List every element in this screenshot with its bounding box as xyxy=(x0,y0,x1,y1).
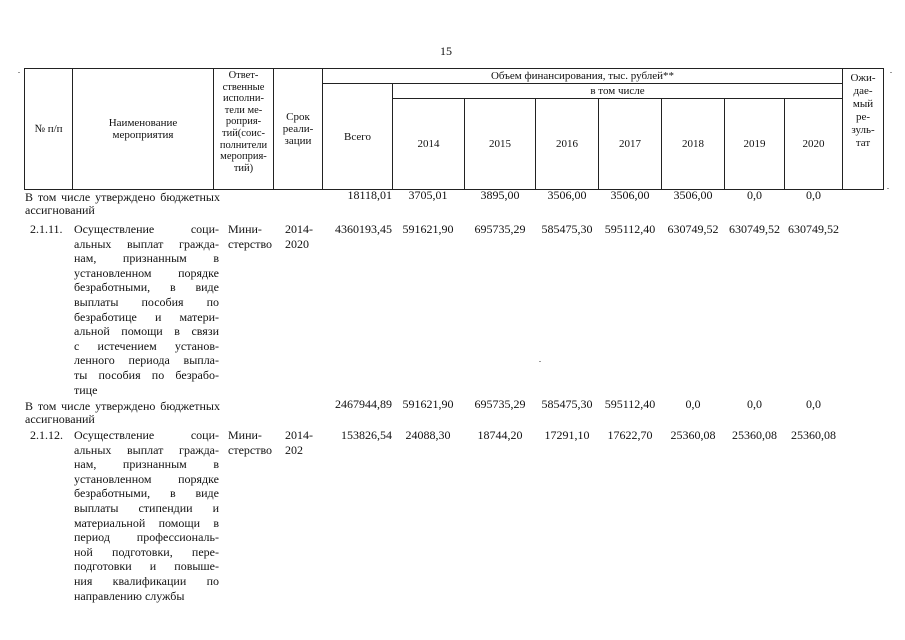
description-line: альных выплат гражда- xyxy=(74,236,219,251)
description-line: с истечением установ- xyxy=(74,338,219,353)
value-2017: 17622,70 xyxy=(607,428,653,442)
description-line: ной подготовки, пере- xyxy=(74,544,219,559)
item-number: 2.1.12. xyxy=(30,428,63,442)
description-line: установленном порядке xyxy=(74,265,219,280)
description-line: альной помощи в связи xyxy=(74,324,219,339)
term-line: 202 xyxy=(285,442,303,457)
value-2017: 3506,00 xyxy=(610,188,650,202)
description-line: безработными, в виде xyxy=(74,280,219,295)
header-responsible-line: тий) xyxy=(233,162,254,174)
value-2016: 17291,10 xyxy=(544,428,590,442)
value-2019: 0,0 xyxy=(747,188,762,202)
total-value: 4360193,45 xyxy=(335,222,392,236)
header-responsible-line: полнители xyxy=(219,139,268,151)
value-2015: 695735,29 xyxy=(474,222,526,236)
item-number: 2.1.11. xyxy=(30,222,63,236)
term-line: 2014- xyxy=(285,428,313,442)
header-responsible-line: Ответ- xyxy=(228,70,259,81)
description-line: выплаты стипендии и xyxy=(74,500,219,515)
value-2017: 595112,40 xyxy=(604,397,656,411)
description-line: Осуществление соци- xyxy=(74,222,219,236)
header-including: в том числе xyxy=(392,83,843,99)
header-year-2020: 2020 xyxy=(784,98,843,190)
header-result-line: дае- xyxy=(853,85,873,97)
description-line: нам, признанным в xyxy=(74,251,219,266)
header-responsible xyxy=(213,68,274,190)
value-2018: 25360,08 xyxy=(670,428,716,442)
value-2020: 0,0 xyxy=(806,397,821,411)
responsible-line: стерство xyxy=(228,236,273,251)
responsible-line: Мини- xyxy=(228,428,262,442)
scan-speck xyxy=(539,361,541,362)
item-description xyxy=(74,222,219,397)
value-2015: 18744,20 xyxy=(477,428,523,442)
term-line: 2020 xyxy=(285,236,309,251)
value-2016: 585475,30 xyxy=(541,397,593,411)
header-name: Наименование мероприятия xyxy=(72,68,214,190)
responsible-line: стерство xyxy=(228,442,273,457)
header-responsible-line: ственные xyxy=(222,81,265,93)
description-line: безработными, в виде xyxy=(74,486,219,501)
value-2019: 0,0 xyxy=(747,397,762,411)
approved-label: В том числе утверждено бюджетных ассигнований xyxy=(25,190,220,217)
total-value: 18118,01 xyxy=(347,188,392,202)
header-result-line: ре- xyxy=(855,111,871,123)
description-line: ты пособия по безрабо- xyxy=(74,367,219,382)
header-term-line: Срок xyxy=(286,111,310,123)
value-2015: 3895,00 xyxy=(480,188,520,202)
description-line: альных выплат гражда- xyxy=(74,442,219,457)
header-responsible-line: мероприя- xyxy=(220,151,267,163)
header-year-2014: 2014 xyxy=(392,98,465,190)
responsible-line: Мини- xyxy=(228,222,262,236)
header-result-line: тат xyxy=(855,137,871,149)
header-result xyxy=(842,68,884,190)
value-2020: 25360,08 xyxy=(791,428,836,442)
description-line: безработице и матери- xyxy=(74,309,219,324)
value-2018: 630749,52 xyxy=(667,222,719,236)
header-responsible-line: роприя- xyxy=(225,116,262,128)
description-line: подготовки и повыше- xyxy=(74,559,219,574)
item-description xyxy=(74,428,219,603)
header-result-line: зуль- xyxy=(851,124,875,136)
header-term-line: зации xyxy=(284,135,312,147)
description-line: ния квалификации по xyxy=(74,573,219,588)
value-2020: 0,0 xyxy=(806,188,821,202)
scan-speck xyxy=(890,72,892,73)
term-line: 2014- xyxy=(285,222,313,236)
item-term xyxy=(285,428,313,457)
description-line: период профессиональ- xyxy=(74,530,219,545)
page-number: 15 xyxy=(440,44,452,58)
header-responsible-line: тий(соис- xyxy=(221,127,265,139)
scan-speck xyxy=(18,72,20,73)
value-2018: 3506,00 xyxy=(673,188,713,202)
value-2016: 3506,00 xyxy=(547,188,587,202)
header-result-line: Ожи- xyxy=(850,72,876,84)
header-year-2018: 2018 xyxy=(661,98,725,190)
description-line: установленном порядке xyxy=(74,471,219,486)
value-2017: 595112,40 xyxy=(604,222,656,236)
value-2015: 695735,29 xyxy=(474,397,526,411)
description-line: направлению службы xyxy=(74,588,185,603)
header-responsible-line: исполни- xyxy=(222,93,264,105)
header-year-2015: 2015 xyxy=(464,98,536,190)
item-term xyxy=(285,222,313,251)
header-total: Всего xyxy=(322,83,393,190)
header-finance: Объем финансирования, тыс. рублей** xyxy=(322,68,843,84)
value-2014: 24088,30 xyxy=(405,428,451,442)
item-responsible xyxy=(228,428,272,457)
value-2014: 591621,90 xyxy=(402,397,454,411)
description-line: тице xyxy=(74,382,98,397)
value-2019: 25360,08 xyxy=(732,428,777,442)
description-line: Осуществление соци- xyxy=(74,428,219,442)
approved-label: В том числе утверждено бюджетных ассигнований xyxy=(25,399,220,426)
header-responsible-line: тели ме- xyxy=(224,104,263,116)
value-2019: 630749,52 xyxy=(729,222,780,236)
value-2014: 3705,01 xyxy=(408,188,448,202)
header-term-line: реали- xyxy=(282,123,314,135)
description-line: ленного периода выпла- xyxy=(74,353,219,368)
header-num: № п/п xyxy=(24,68,73,190)
header-result-line: мый xyxy=(852,98,874,110)
scan-speck xyxy=(887,188,889,189)
total-value: 2467944,89 xyxy=(335,397,392,411)
value-2020: 630749,52 xyxy=(788,222,839,236)
header-year-2019: 2019 xyxy=(724,98,785,190)
header-year-2017: 2017 xyxy=(598,98,662,190)
item-responsible xyxy=(228,222,272,251)
header-term xyxy=(273,68,323,190)
value-2018: 0,0 xyxy=(685,397,701,411)
value-2016: 585475,30 xyxy=(541,222,593,236)
description-line: материальной помощи в xyxy=(74,515,219,530)
description-line: выплаты пособия по xyxy=(74,294,219,309)
description-line: нам, признанным в xyxy=(74,457,219,472)
header-year-2016: 2016 xyxy=(535,98,599,190)
total-value: 153826,54 xyxy=(341,428,392,442)
value-2014: 591621,90 xyxy=(402,222,454,236)
